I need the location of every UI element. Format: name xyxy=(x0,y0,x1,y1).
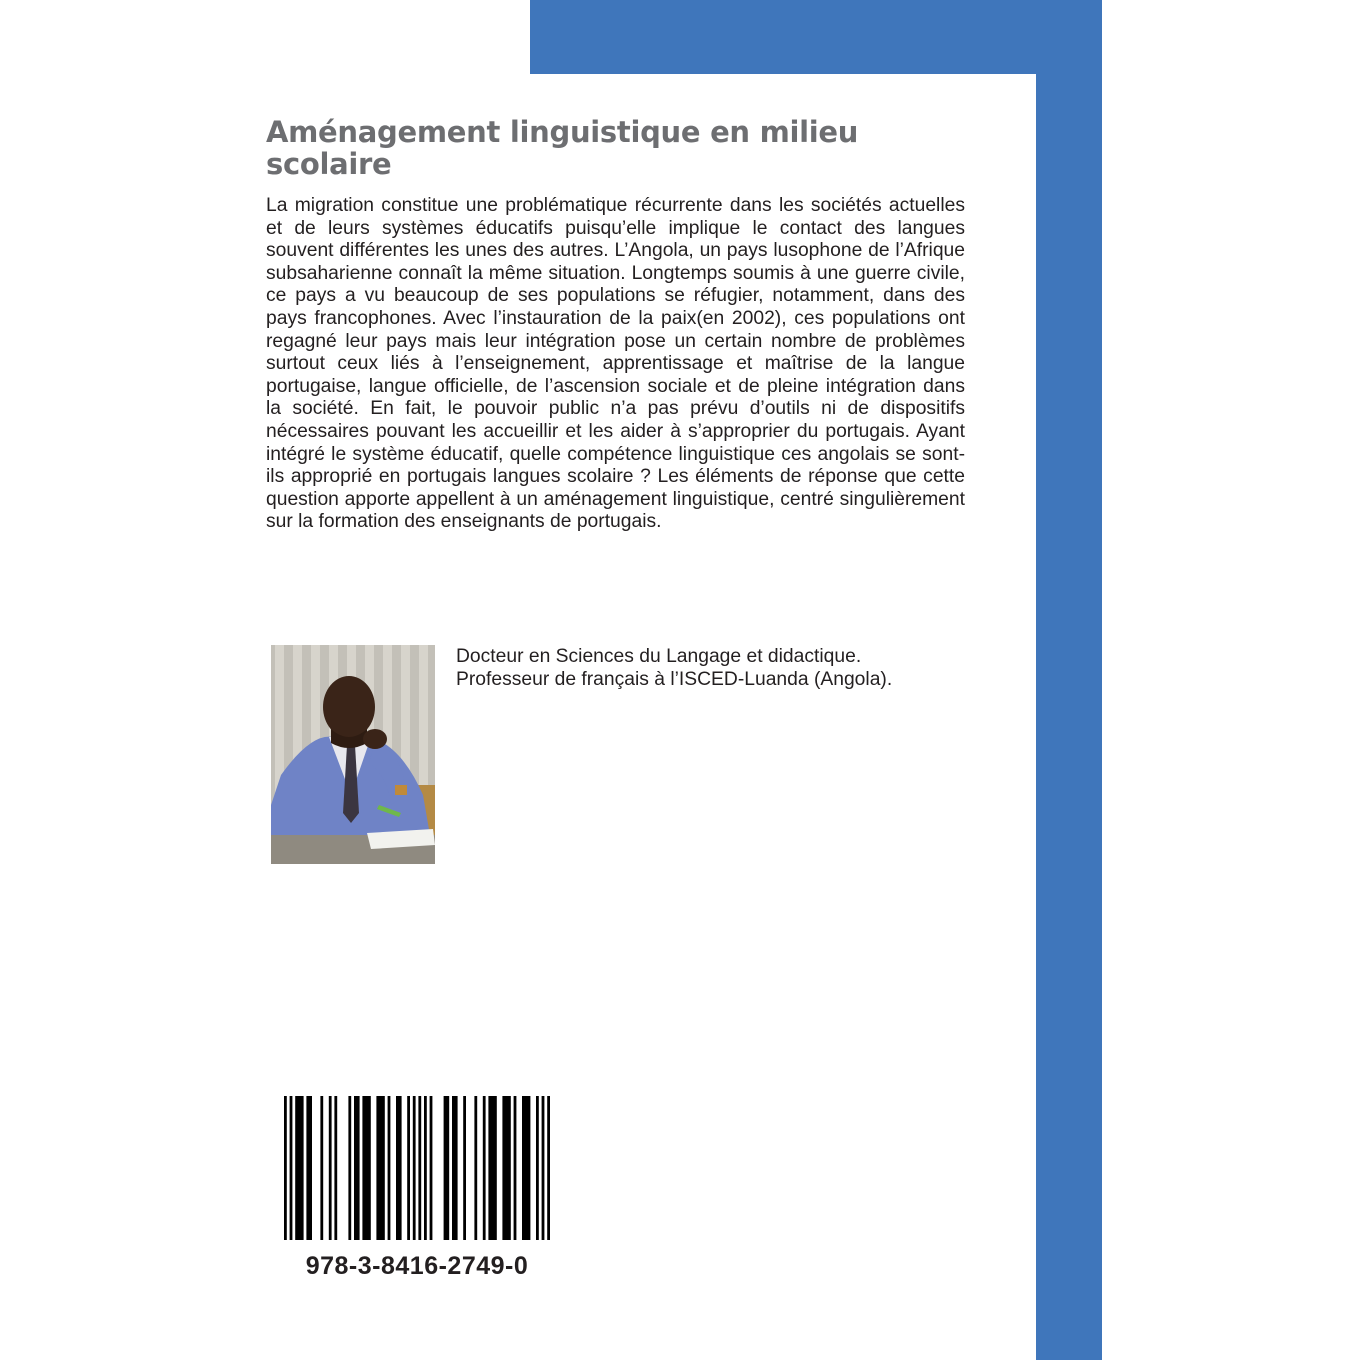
isbn-number: 978-3-8416-2749-0 xyxy=(305,1252,529,1280)
barcode-bar xyxy=(334,1096,337,1240)
barcode-bar xyxy=(418,1096,421,1240)
barcode-bar xyxy=(362,1096,370,1240)
barcode-bar xyxy=(502,1096,510,1240)
barcode-bar xyxy=(474,1096,477,1240)
author-photo xyxy=(271,645,435,864)
barcode-bar xyxy=(376,1096,384,1240)
barcode-bar xyxy=(483,1096,486,1240)
barcode-bar xyxy=(547,1096,550,1240)
cover-top-accent-bar xyxy=(530,0,1102,74)
author-bio-line: Docteur en Sciences du Langage et didactique. xyxy=(456,646,862,667)
barcode-bar xyxy=(388,1096,391,1240)
barcode-bar xyxy=(444,1096,450,1240)
author-bio-line: Professeur de français à l’ISCED-Luanda (Angola). xyxy=(456,669,893,690)
barcode-bar xyxy=(348,1096,351,1240)
barcode-bar xyxy=(284,1096,287,1240)
barcode-bar xyxy=(396,1096,402,1240)
barcode-bar xyxy=(413,1096,416,1240)
barcode-bar xyxy=(522,1096,530,1240)
barcode-bar xyxy=(306,1096,312,1240)
book-summary: La migration constitue une problématique récurrente dans les sociétés actuelles et de leurs systèmes éducatifs puisqu’elle implique le contact des langues souvent différentes les unes des autres. L’Angola, un pays lusophone de l’Afrique subsaharienne connaît la même situation. Longtemps soumis à une guerre civile, ce pays a vu beaucoup de ses populations se réfugier, notamment, dans des pays francophones. Avec l’instauration de la paix(en 2002), ces populations ont regagné leur pays mais leur intégration pose un certain nombre de problèmes surtout ceux liés à l’enseignement, apprentissage et maîtrise de la langue portugaise, langue officielle, de l’ascension sociale et de pleine intégration dans la société. En fait, le pouvoir public n’a pas prévu d’outils ni de dispositifs nécessaires pouvant les accueillir et les aider à s’approprier du portugais. Ayant intégré le système éducatif, quelle compétence linguistique ces angolais se sont-ils approprié en portugais langues scolaire ? Les éléments de réponse que cette question apporte appellent à un aménagement linguistique, centré singulièrement sur la formation des enseignants de portugais. xyxy=(266,195,965,533)
barcode-bar xyxy=(424,1096,427,1240)
barcode-bar xyxy=(295,1096,303,1240)
barcode-bar xyxy=(430,1096,433,1240)
cover-spine-accent-bar xyxy=(1036,74,1102,1360)
barcode-bar xyxy=(463,1096,466,1240)
barcode-bar xyxy=(536,1096,539,1240)
barcode-bar xyxy=(488,1096,496,1240)
barcode-bar xyxy=(354,1096,360,1240)
barcode-bar xyxy=(320,1096,323,1240)
barcode-bar xyxy=(329,1096,332,1240)
barcode-bar xyxy=(452,1096,458,1240)
book-title: Aménagement linguistique en milieu scolaire xyxy=(266,115,859,181)
barcode-bar xyxy=(542,1096,545,1240)
isbn-barcode xyxy=(284,1096,550,1240)
barcode-bar xyxy=(407,1096,410,1240)
barcode-bar xyxy=(514,1096,517,1240)
barcode-bar xyxy=(290,1096,293,1240)
author-bio xyxy=(456,645,976,691)
